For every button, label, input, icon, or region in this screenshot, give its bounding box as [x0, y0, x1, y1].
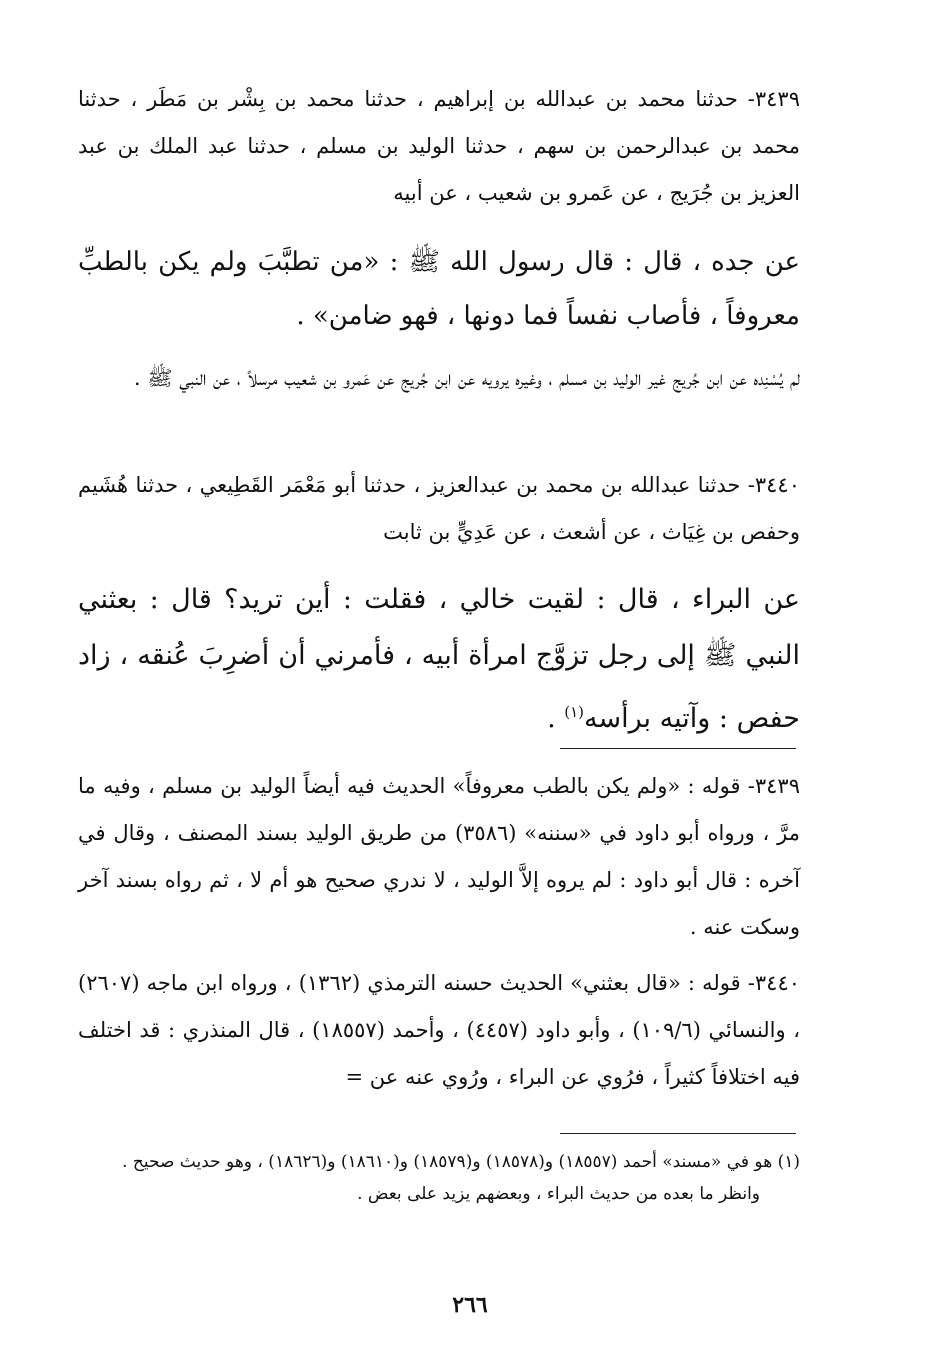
sanad-text: ٣٤٣٩- حدثنا محمد بن عبدالله بن إبراهيم ، حدثنا محمد بن بِشْر بن مَطَر ، حدثنا محمد بن عبدالرحمن بن سهم ، حدثنا الوليد بن مسلم ، حدثنا عبد الملك بن عبد العزيز بن جُرَيج ، عن عَمرو بن شعيب ، عن أبيه	[78, 87, 800, 205]
page-number: ٢٦٦	[452, 1292, 488, 1318]
matn-text	[78, 572, 800, 747]
note-text: لم يُسْنِده عن ابن جُريج غير الوليد بن مسلم ، وغيره يرويه عن ابن جُريج عن عَمرو بن شعيب مرسلاً ، عن النبي ﷺ .	[133, 366, 800, 390]
footnote-line: وانظر ما بعده من حديث البراء ، وبعضهم يزيد على بعض .	[357, 1184, 760, 1204]
hadith-3439-note	[78, 355, 800, 402]
footnote-divider	[560, 1133, 796, 1134]
commentary-text: ٣٤٣٩- قوله : «ولم يكن بالطب معروفاً» الحديث فيه أيضاً الوليد بن مسلم ، وفيه ما مرَّ ، ورواه أبو داود في «سننه» (٣٥٨٦) من طريق الوليد بسند المصنف ، وقال في آخره : قال أبو داود : لم يروه إلاَّ الوليد ، لا ندري صحيح هو أم لا ، ثم رواه بسند آخر وسكت عنه .	[78, 774, 800, 939]
footnote-line: (١) هو في «مسند» أحمد (١٨٥٥٧) و(١٨٥٧٨) و(١٨٥٧٩) و(١٨٦١٠) و(١٨٦٢٦) ، وهو حديث صحيح .	[122, 1152, 800, 1172]
matn-body: عن البراء ، قال : لقيت خالي ، فقلت : أين تريد؟ قال : بعثني النبي ﷺ إلى رجل تزوَّج امرأة أبيه ، فأمرني أن أضرِبَ عُنقه ، زاد حفص : وآتيه برأسه	[78, 584, 800, 734]
hadith-3440-sanad	[78, 462, 800, 556]
commentary-3439	[78, 763, 800, 951]
matn-text: عن جده ، قال : قال رسول الله ﷺ : «من تطبَّبَ ولم يكن بالطبِّ معروفاً ، فأصاب نفساً فما دونها ، فهو ضامن» .	[78, 247, 800, 331]
footnote-marker[interactable]: (١)	[564, 703, 585, 721]
hadith-3439-matn	[78, 235, 800, 343]
matn-end: .	[547, 703, 565, 734]
footnote	[78, 1146, 800, 1210]
hadith-3439-sanad	[78, 76, 800, 217]
commentary-divider	[560, 748, 796, 749]
commentary-text: ٣٤٤٠- قوله : «قال بعثني» الحديث حسنه الترمذي (١٣٦٢) ، ورواه ابن ماجه (٢٦٠٧) ، والنسائي (١٠٩/٦) ، وأبو داود (٤٤٥٧) ، وأحمد (١٨٥٥٧) ، قال المنذري : قد اختلف فيه اختلافاً كثيراً ، فرُوي عن البراء ، ورُوي عنه عن =	[78, 971, 801, 1089]
sanad-text: ٣٤٤٠- حدثنا عبدالله بن محمد بن عبدالعزيز ، حدثنا أبو مَعْمَر القَطِيعي ، حدثنا هُشَيم وحفص بن غِيَاث ، عن أشعث ، عن عَدِيٍّ بن ثابت	[78, 473, 800, 544]
hadith-3440-matn	[78, 572, 800, 747]
commentary-3440	[78, 960, 800, 1101]
